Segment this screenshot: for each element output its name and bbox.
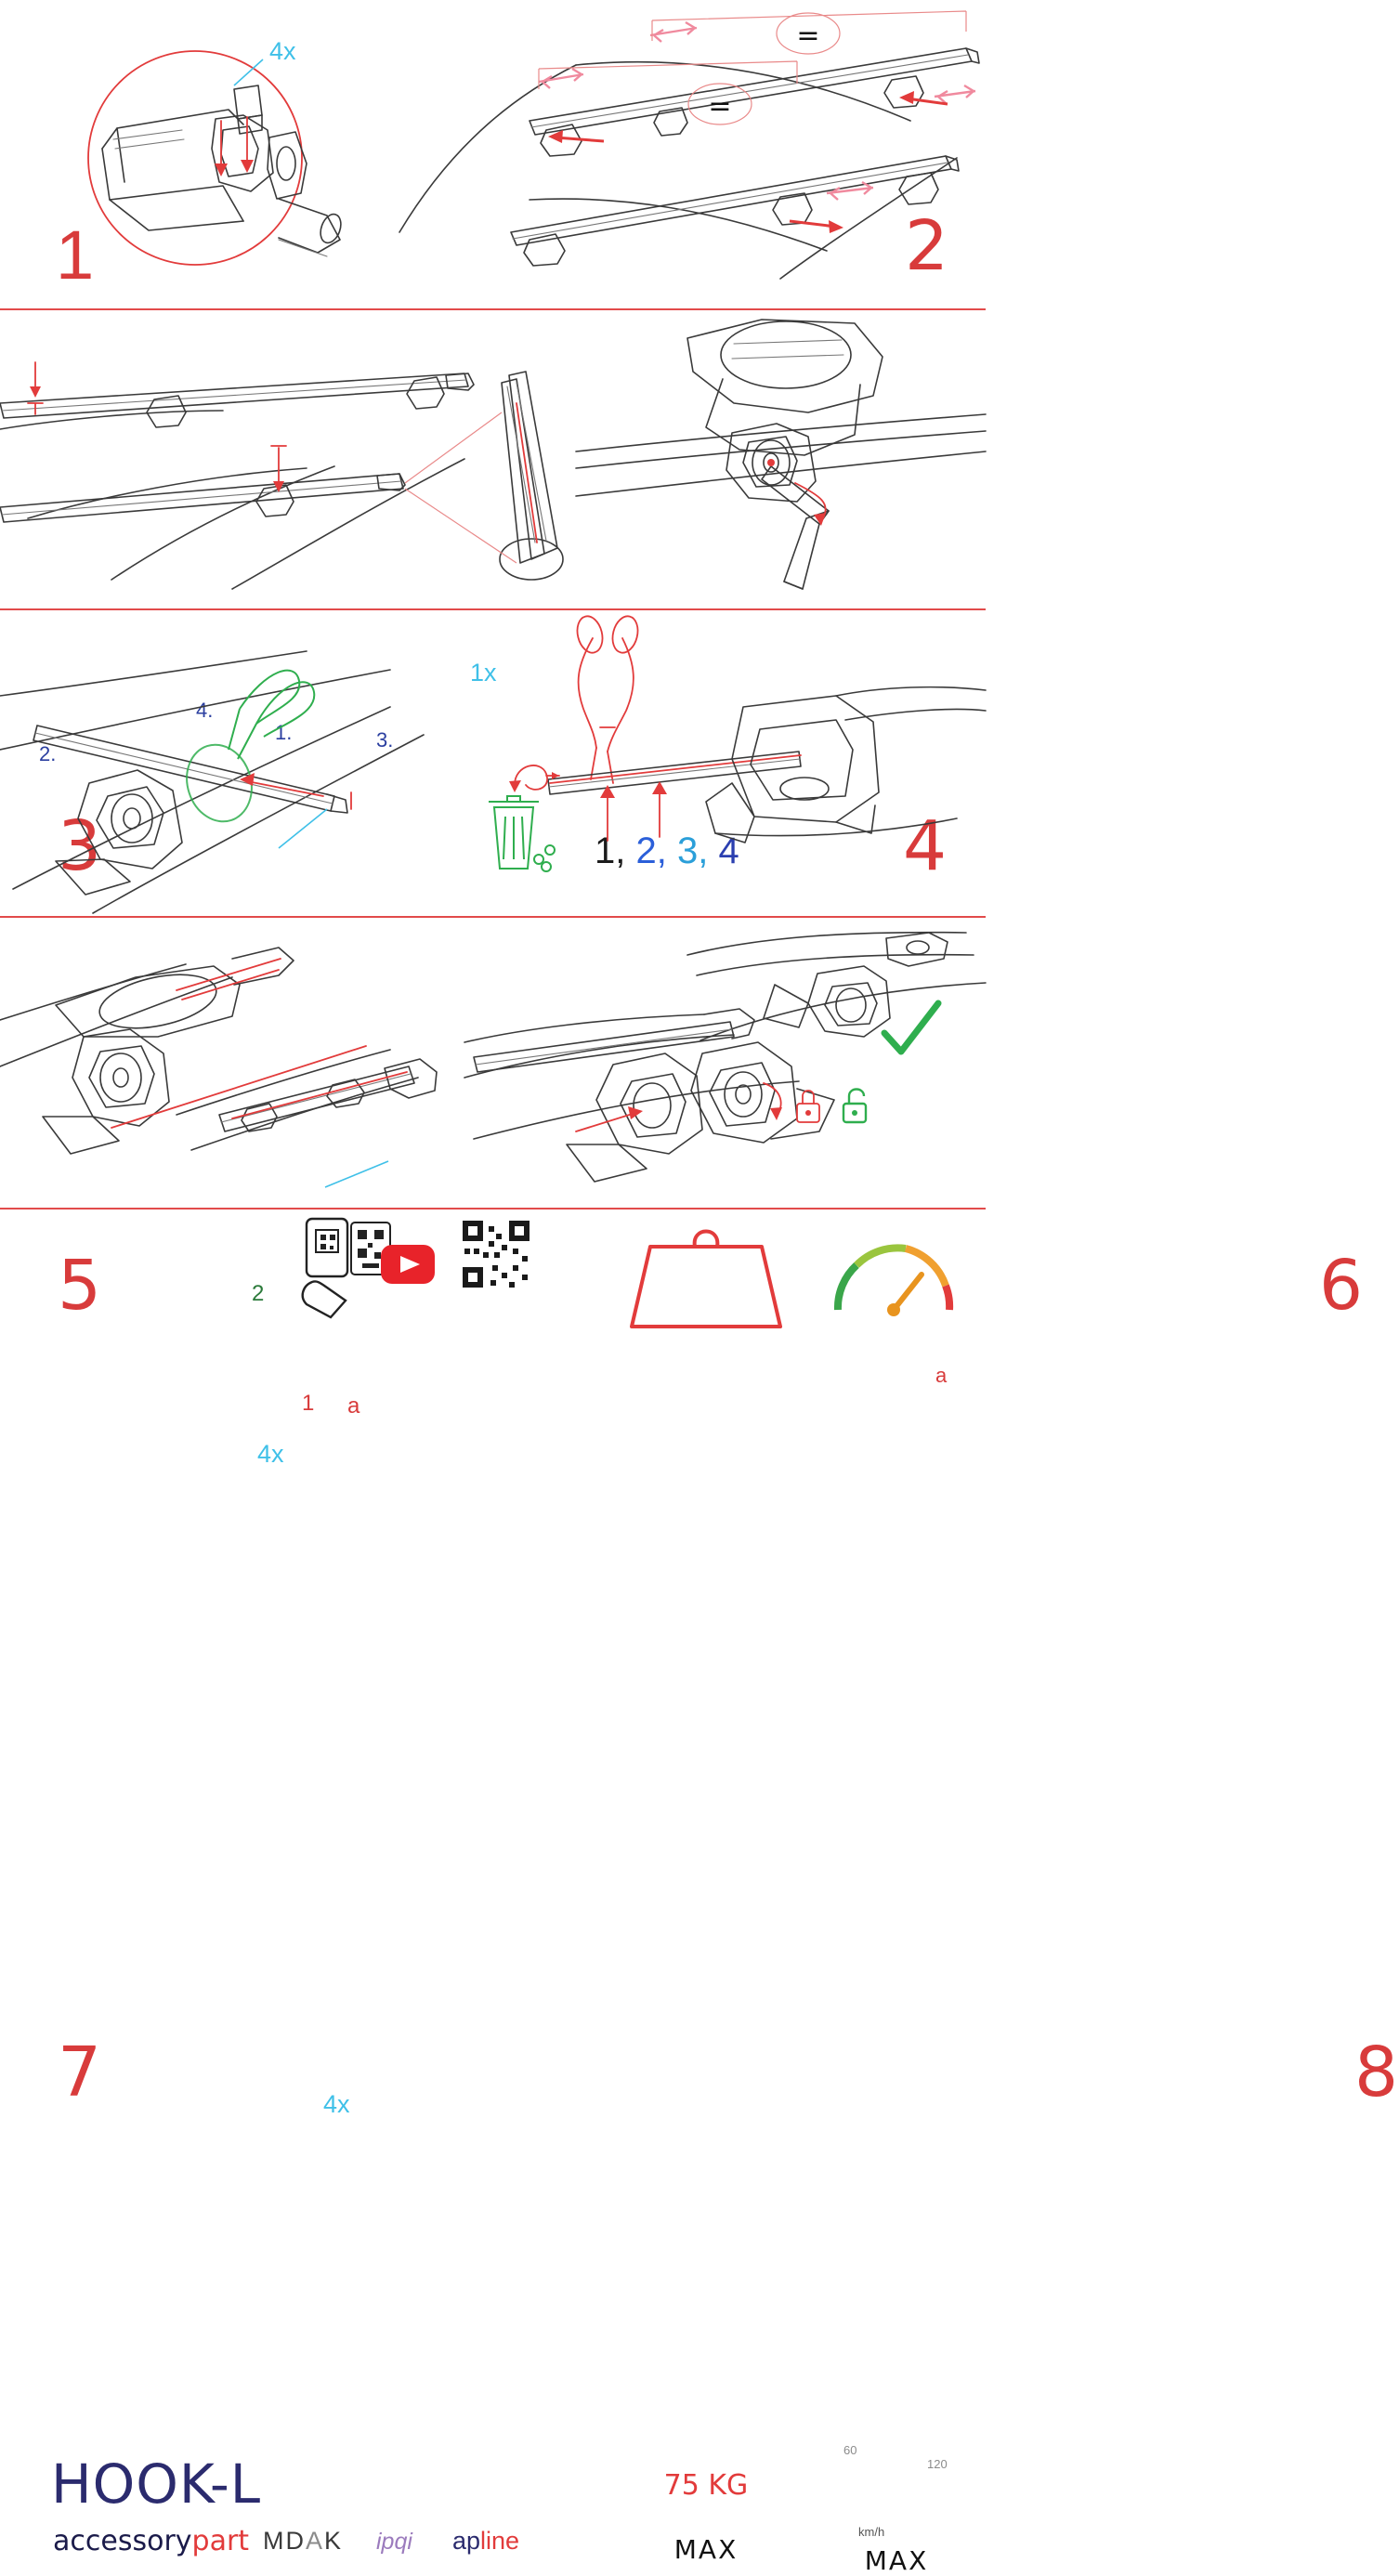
label-3-step3: 3.	[376, 728, 394, 752]
label-2-step3: 2.	[39, 742, 57, 765]
speedometer-icon	[838, 1248, 949, 1316]
label-a-step6: a	[935, 1364, 948, 1387]
tagline-accessory: accessory	[53, 2525, 192, 2557]
step-6-panel	[437, 610, 1365, 1387]
step-number-1: 1	[56, 216, 96, 294]
partner-mdak-accent: A	[306, 2527, 325, 2555]
brand-tagline	[53, 2525, 249, 2557]
qr-code-icon	[463, 1221, 530, 1288]
step-3-illustration	[0, 310, 576, 608]
step-4-panel	[576, 310, 986, 886]
step-2-panel	[390, 0, 986, 308]
step-number-5: 5	[58, 1246, 103, 1326]
label-a-step5: a	[347, 1393, 360, 1419]
step-number-7: 7	[58, 2033, 103, 2112]
step-7-panel	[0, 918, 464, 2118]
qr-scan-hand-icon	[303, 1219, 390, 1317]
step-5-illustration	[0, 610, 437, 915]
step-4-illustration	[576, 310, 986, 608]
partner-mdak-prefix: MD	[263, 2527, 306, 2555]
label-4x-step1: 4x	[269, 37, 296, 65]
youtube-icon	[381, 1245, 435, 1284]
brand-title: HOOK-L	[51, 2452, 262, 2516]
max-load-caption: MAX	[673, 2534, 739, 2565]
label-4-step3: 4.	[196, 699, 214, 722]
label-1x-step3: 1x	[470, 659, 497, 686]
partner-mdak-suffix: K	[324, 2527, 344, 2555]
speed-max-label: 120	[927, 2457, 948, 2471]
label-4x-step7: 4x	[323, 2090, 350, 2118]
partner-mdak	[263, 2527, 343, 2556]
sequence-item-3: 3,	[676, 830, 709, 871]
step-6-illustration	[437, 610, 986, 915]
footer-graphics	[0, 1208, 986, 1393]
sequence-item-2: 2,	[635, 830, 667, 871]
step-7-illustration	[0, 918, 464, 1208]
step-1-panel	[0, 0, 390, 308]
weight-icon	[632, 1232, 780, 1327]
label-4x-step5: 4x	[257, 1440, 284, 1468]
tagline-part: part	[191, 2525, 250, 2557]
max-speed-caption: MAX	[864, 2545, 929, 2576]
step-number-6: 6	[1319, 1246, 1365, 1326]
label-2-step5: 2	[252, 1281, 265, 1306]
step-number-8: 8	[1354, 2033, 1399, 2112]
svg-text:=: =	[708, 90, 732, 123]
step-number-2: 2	[905, 206, 950, 286]
partner-apline-accent: line	[480, 2527, 520, 2555]
partner-ipqi: ipqi	[376, 2529, 412, 2555]
step-8-panel	[464, 918, 1399, 2112]
partner-apline-prefix: ap	[452, 2527, 481, 2555]
speed-min-label: 60	[843, 2443, 857, 2457]
step-3-panel	[0, 310, 576, 886]
step-5-panel	[0, 610, 437, 1468]
label-1-step3: 1.	[275, 721, 293, 744]
max-load-value: 75 KG	[663, 2469, 749, 2502]
svg-text:=: =	[796, 20, 820, 52]
sequence-item-1: 1,	[595, 830, 626, 871]
step-number-4: 4	[903, 806, 948, 886]
sequence-item-4: 4	[718, 830, 739, 871]
step-2-illustration	[390, 0, 986, 308]
partner-apline	[452, 2527, 519, 2556]
step-8-illustration	[464, 918, 986, 1208]
step-number-3: 3	[58, 806, 103, 886]
speed-unit-label: km/h	[858, 2525, 885, 2539]
label-1-step5: 1	[302, 1391, 315, 1416]
